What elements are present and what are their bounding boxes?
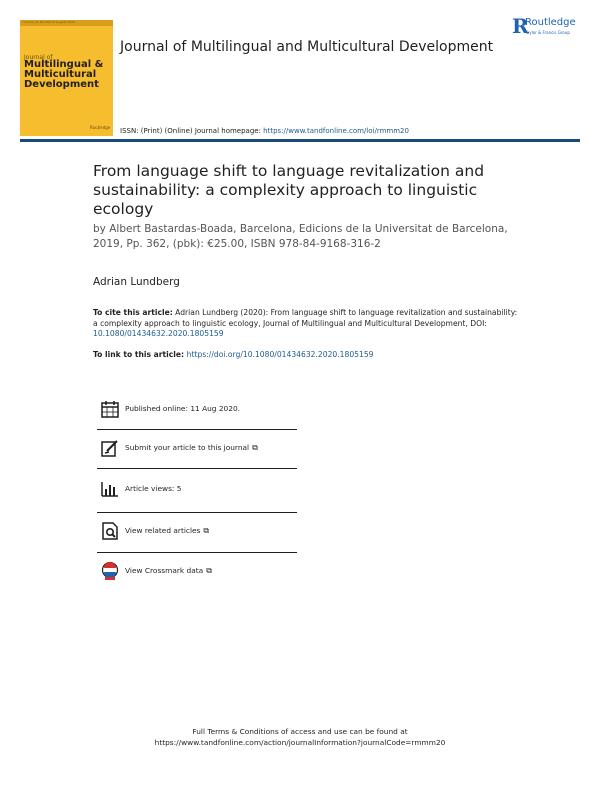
footer-terms-text: Full Terms & Conditions of access and use can be found at <box>192 727 408 736</box>
submit-article-row[interactable] <box>97 438 297 462</box>
link-label: To link to this article: <box>93 350 187 359</box>
row-divider <box>97 429 297 430</box>
published-online-text: Published online: 11 Aug 2020. <box>125 404 241 413</box>
footer <box>0 726 600 748</box>
crossmark-link[interactable] <box>125 566 212 576</box>
external-link-icon: ⧉ <box>203 526 210 535</box>
link-to-article <box>93 350 373 359</box>
cite-text: Adrian Lundberg (2020): From language shift to language revitalization and sustainability: a complexity approach to linguistic ecology, Journal of Multilingual and Multicultural Development, DOI: <box>93 308 518 328</box>
publisher-name: Routledge <box>525 17 576 28</box>
submit-article-label: Submit your article to this journal <box>125 443 250 452</box>
journal-homepage-link[interactable]: https://www.tandfonline.com/loi/rmmm20 <box>263 127 409 135</box>
crossmark-icon <box>100 561 120 581</box>
citation-block <box>93 308 523 340</box>
routledge-r-icon: R <box>512 14 529 38</box>
calendar-icon <box>100 399 120 419</box>
related-articles-link[interactable] <box>125 526 209 536</box>
search-document-icon <box>100 521 120 541</box>
related-articles-label: View related articles <box>125 526 201 535</box>
row-divider <box>97 552 297 553</box>
article-doi-url-link[interactable]: https://doi.org/10.1080/01434632.2020.1805159 <box>186 350 374 359</box>
external-link-icon: ⧉ <box>206 566 212 575</box>
cover-title: Multilingual & Multicultural Development <box>24 59 104 90</box>
issn-label: ISSN: (Print) (Online) Journal homepage: <box>120 127 264 135</box>
cite-label: To cite this article: <box>93 308 173 317</box>
header-divider <box>20 139 580 142</box>
footer-terms-link[interactable]: https://www.tandfonline.com/action/journalInformation?journalCode=rmmm20 <box>154 738 446 747</box>
crossmark-row[interactable] <box>97 561 297 585</box>
journal-title: Journal of Multilingual and Multicultural Development <box>120 39 494 55</box>
article-views-row <box>97 479 297 503</box>
cover-top-line: Journal of <box>24 54 53 61</box>
crossmark-label: View Crossmark data <box>125 566 204 575</box>
journal-cover-image <box>20 20 113 136</box>
doi-link[interactable]: 10.1080/01434632.2020.1805159 <box>93 329 224 338</box>
cover-band-text: Volume 41 Number 8 August 2020 <box>23 20 75 24</box>
publisher-subtitle: Taylor & Francis Group <box>525 30 570 35</box>
cover-publisher-mark: Routledge <box>90 125 111 130</box>
article-author: Adrian Lundberg <box>93 276 180 288</box>
row-divider <box>97 512 297 513</box>
row-divider <box>97 468 297 469</box>
submit-article-link[interactable] <box>125 443 258 453</box>
bar-chart-icon <box>100 479 120 499</box>
routledge-logo <box>512 14 584 41</box>
article-views-text: Article views: 5 <box>125 484 182 493</box>
related-articles-row[interactable] <box>97 521 297 545</box>
external-link-icon: ⧉ <box>252 443 258 452</box>
article-title: From language shift to language revitalization and sustainability: a complexity approach to linguistic ecology <box>93 162 485 218</box>
published-online-row <box>97 399 297 423</box>
issn-line <box>120 127 409 135</box>
reviewed-book-details: by Albert Bastardas-Boada, Barcelona, Edicions de la Universitat de Barcelona, 2019, Pp. 362, (pbk): €25.00, ISBN 978-84-9168-316-2 <box>93 223 508 250</box>
submit-icon <box>100 438 120 458</box>
